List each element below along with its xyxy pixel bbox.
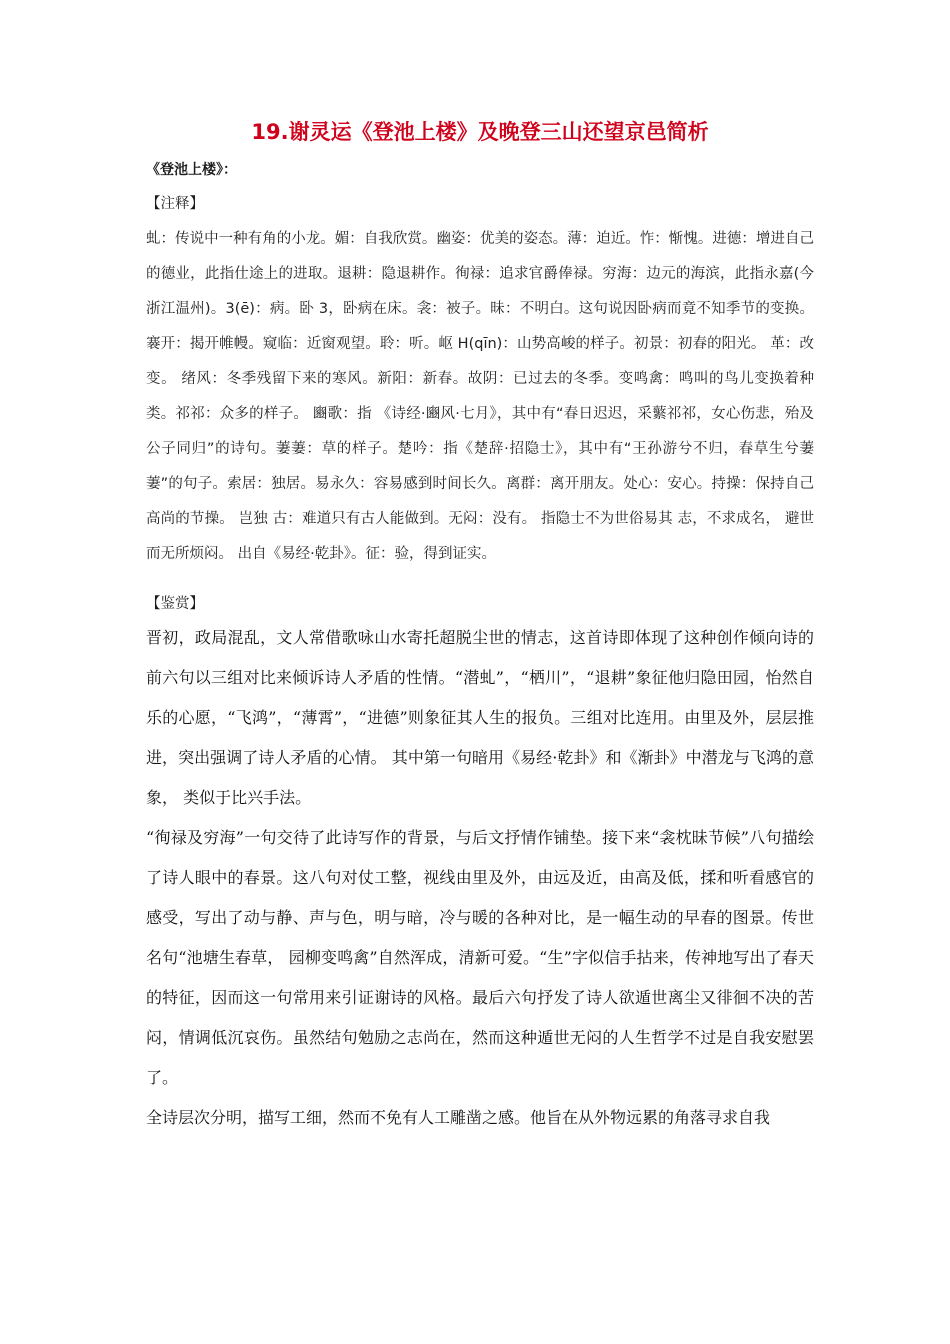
appreciation-paragraph-3: 全诗层次分明，描写工细，然而不免有人工雕凿之感。他旨在从外物远累的角落寻求自我 [146, 1108, 771, 1127]
document-page [146, 118, 814, 1138]
notes-text: 虬：传说中一种有角的小龙。媚：自我欣赏。幽姿：优美的姿态。薄：迫近。怍：惭愧。进德：增进自己的德业，此指仕途上的进取。退耕：隐退耕作。徇禄：追求官爵俸禄。穷海：边元的海滨，此指永嘉(今浙江温州)。3(ē)：病。卧 3，卧病在床。衾：被子。昧：不明白。这句说因卧病而竟不知季节的变换。褰开：揭开帷幔。窥临：近窗观望。聆：听。岖 H(qīn)：山势高峻的样子。初景：初春的阳光。 革：改变。 绪风：冬季残留下来的寒风。新阳：新春。故阴：已过去的冬季。变鸣禽：鸣叫的鸟儿变换着种类。祁祁：众多的样子。 豳歌：指 《诗经·豳风·七月》，其中有“春日迟迟，采蘩祁祁，女心伤悲，殆及公子同归”的诗句。萋萋：草的样子。楚吟：指《楚辞·招隐士》，其中有“王孙游兮不归，春草生兮萋萋”的句子。索居：独居。易永久：容易感到时间长久。离群：离开朋友。处心：安心。持操：保持自己高尚的节操。 岂独 古：难道只有古人能做到。无闷：没有。 指隐士不为世俗易其 志，不求成名， 避世而无所烦闷。 出自《易经·乾卦》。征：验，得到证实。 [146, 231, 814, 562]
appreciation-section-label: 【鉴赏】 [146, 596, 204, 612]
appreciation-paragraph-1: 晋初，政局混乱，文人常借歌咏山水寄托超脱尘世的情志，这首诗即体现了这种创作倾向诗的前六句以三组对比来倾诉诗人矛盾的性情。“潜虬”，“栖川”，“退耕”象征他归隐田园，怡然自乐的心愿，“飞鸿”，“薄霄”，“进德”则象征其人生的报负。三组对比连用。由里及外，层层推进，突出强调了诗人矛盾的心情。 其中第一句暗用《易经·乾卦》和《渐卦》中潜龙与飞鸿的意象， 类似于比兴手法。 [146, 628, 814, 807]
notes-section-label: 【注释】 [146, 196, 204, 212]
poem-subheading: 《登池上楼》： [146, 162, 237, 178]
appreciation-paragraph-2: “徇禄及穷海”一句交待了此诗写作的背景，与后文抒情作铺垫。接下来“衾枕昧节候”八句描绘了诗人眼中的春景。这八句对仗工整，视线由里及外，由远及近，由高及低，揉和听看感官的感受，写出了动与静、声与色，明与暗，冷与暖的各种对比，是一幅生动的早春的图景。传世名句“池塘生春草， 园柳变鸣禽”自然浑成，清新可爱。“生”字似信手拈来，传神地写出了春天的特征，因而这一句常用来引证谢诗的风格。最后六句抒发了诗人欲遁世离尘又徘徊不决的苦闷，情调低沉哀伤。虽然结句勉励之志尚在，然而这种遁世无闷的人生哲学不过是自我安慰罢了。 [146, 828, 814, 1087]
document-title: 19.谢灵运《登池上楼》及晚登三山还望京邑简析 [251, 120, 709, 144]
